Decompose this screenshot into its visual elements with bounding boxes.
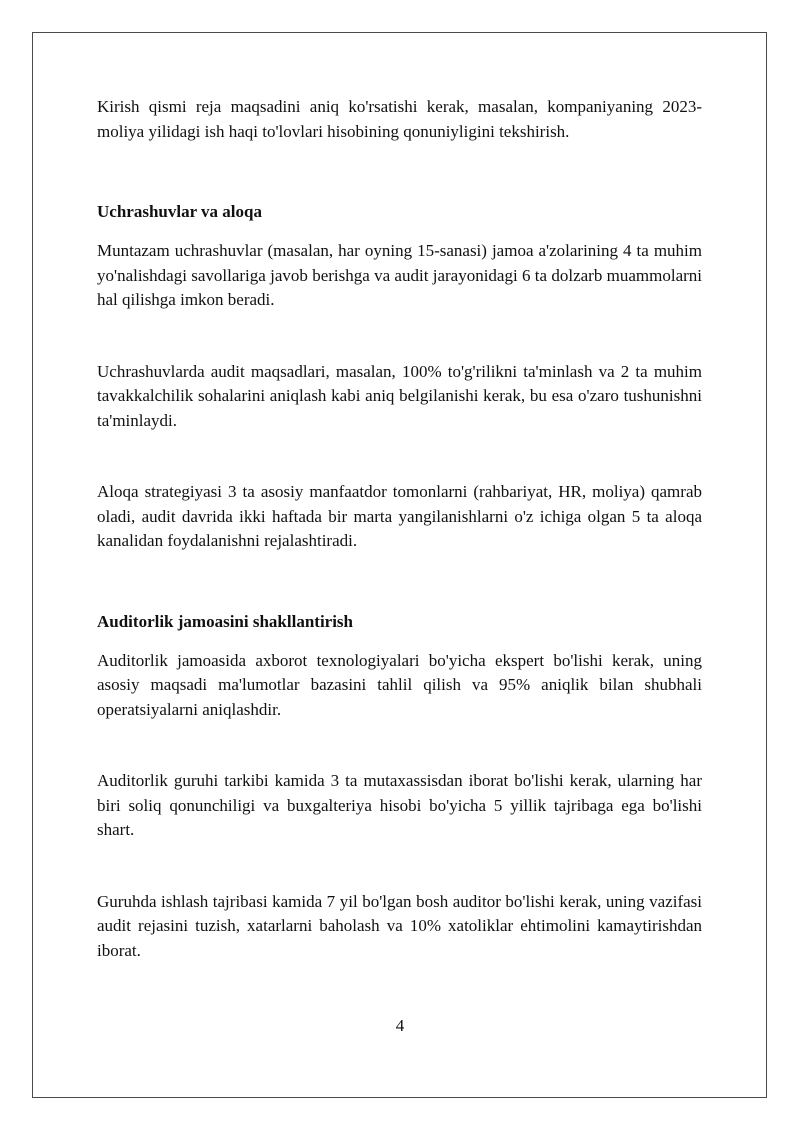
paragraph-intro: Kirish qismi reja maqsadini aniq ko'rsatishi kerak, masalan, kompaniyaning 2023-moliya yilidagi ish haqi to'lovlari hisobining qonuniyligini tekshirish. [97,97,702,141]
page-content [97,95,702,963]
paragraph-team-3: Guruhda ishlash tajribasi kamida 7 yil bo'lgan bosh auditor bo'lishi kerak, uning vazifasi audit rejasini tuzish, xatarlarni baholash va 10% xatoliklar ehtimolini kamaytirishdan iborat. [97,891,702,960]
page-number: 4 [395,1016,405,1035]
paragraph-meetings-2: Uchrashuvlarda audit maqsadlari, masalan, 100% to'g'rilikni ta'minlash va 2 ta muhim tavakkalchilik sohalarini aniqlash kabi aniq belgilanishi kerak, bu esa o'zaro tushunishni ta'minlaydi. [97,361,702,430]
heading-meetings: Uchrashuvlar va aloqa [97,202,262,221]
heading-team: Auditorlik jamoasini shakllantirish [97,611,354,631]
paragraph-team-1: Auditorlik jamoasida axborot texnologiyalari bo'yicha ekspert bo'lishi kerak, uning asosiy maqsadi ma'lumotlar bazasini tahlil qilish va 95% aniqlik bilan shubhali operatsiyalarni aniqlashdir. [97,650,702,719]
paragraph-meetings-3: Aloqa strategiyasi 3 ta asosiy manfaatdor tomonlarni (rahbariyat, HR, moliya) qamrab oladi, audit davrida ikki haftada bir marta yangilanishlarni o'z ichiga olgan 5 ta aloqa kanalidan foydalanishni rejalashtiradi. [97,482,702,550]
paragraph-meetings-1: Muntazam uchrashuvlar (masalan, har oyning 15-sanasi) jamoa a'zolarining 4 ta muhim yo'nalishdagi savollariga javob berishga va audit jarayonidagi 6 ta dolzarb muammolarni hal qilishga imkon beradi. [97,241,702,309]
paragraph-team-2: Auditorlik guruhi tarkibi kamida 3 ta mutaxassisdan iborat bo'lishi kerak, ularning har biri soliq qonunchiligi va buxgalteriya hisobi bo'yicha 5 yillik tajribaga ega bo'lishi shart. [97,771,702,839]
